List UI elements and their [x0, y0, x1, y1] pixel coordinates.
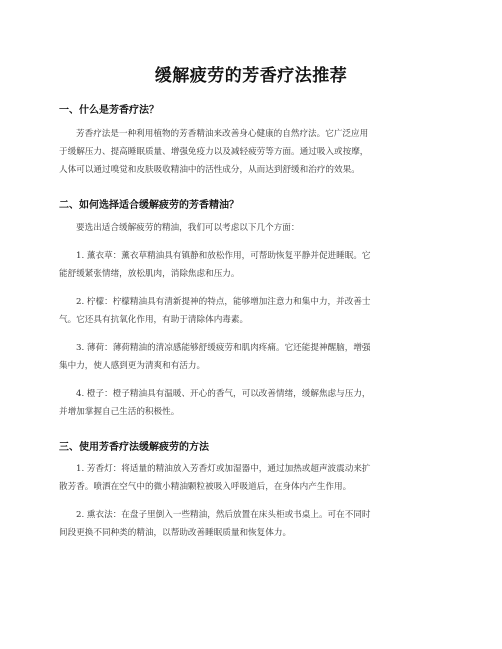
paragraph-line: 1. 薰衣草：薰衣草精油具有镇静和放松作用，可帮助恢复平静并促进睡眠。它	[76, 251, 371, 261]
paragraph-line: 集中力，使人感到更为清爽和有活力。	[59, 361, 206, 371]
paragraph-line: 人体可以通过嗅觉和皮肤吸收精油中的活性成分，从而达到舒缓和治疗的效果。	[59, 165, 360, 175]
paragraph-line: 1. 芳香灯：将适量的精油放入芳香灯或加湿器中，通过加热或超声波震动来扩	[76, 464, 371, 474]
paragraph	[59, 293, 443, 329]
paragraph	[59, 460, 443, 496]
paragraph	[59, 506, 443, 542]
paragraph-line: 2. 柠檬：柠檬精油具有清新提神的特点，能够增加注意力和集中力，并改善士	[76, 297, 371, 307]
paragraph-line: 3. 薄荷：薄荷精油的清凉感能够舒缓疲劳和肌肉疼痛。它还能提神醒脑，增强	[76, 343, 371, 353]
paragraph	[59, 385, 443, 421]
paragraph-line: 2. 熏衣法：在盘子里倒入一些精油，然后放置在床头柜或书桌上。可在不同时	[76, 510, 371, 520]
paragraph-line: 散芳香。喷洒在空气中的微小精油颗粒被吸入呼吸道后，在身体内产生作用。	[59, 482, 352, 492]
section-heading-3: 三、使用芳香疗法缓解疲劳的方法	[59, 442, 209, 453]
section-heading-1: 一、什么是芳香疗法？	[59, 105, 159, 116]
paragraph-line: 间段更换不同种类的精油，以帮助改善睡眠质量和恢复体力。	[59, 528, 292, 538]
paragraph-line: 芳香疗法是一种利用植物的芳香精油来改善身心健康的自然疗法。它广泛应用	[76, 129, 369, 139]
section-heading-2: 二、如何选择适合缓解疲劳的芳香精油？	[59, 200, 239, 211]
paragraph-line: 气。它还具有抗氧化作用，有助于清除体内毒素。	[59, 315, 249, 325]
paragraph-line: 4. 橙子：橙子精油具有温暖、开心的香气，可以改善情绪，缓解焦虑与压力，	[76, 389, 371, 399]
paragraph	[59, 247, 443, 283]
paragraph	[59, 125, 443, 179]
paragraph-line: 要选出适合缓解疲劳的精油，我们可以考虑以下几个方面：	[76, 223, 300, 233]
document-title: 缓解疲劳的芳香疗法推荐	[154, 66, 348, 86]
paragraph	[59, 219, 443, 237]
paragraph-line: 于缓解压力、提高睡眠质量、增强免疫力以及减轻疲劳等方面。通过吸入或按摩，	[59, 147, 369, 157]
paragraph	[59, 339, 443, 375]
paragraph-line: 能舒缓紧张情绪，放松肌肉，消除焦虑和压力。	[59, 269, 240, 279]
paragraph-line: 并增加掌握自己生活的积极性。	[59, 407, 180, 417]
